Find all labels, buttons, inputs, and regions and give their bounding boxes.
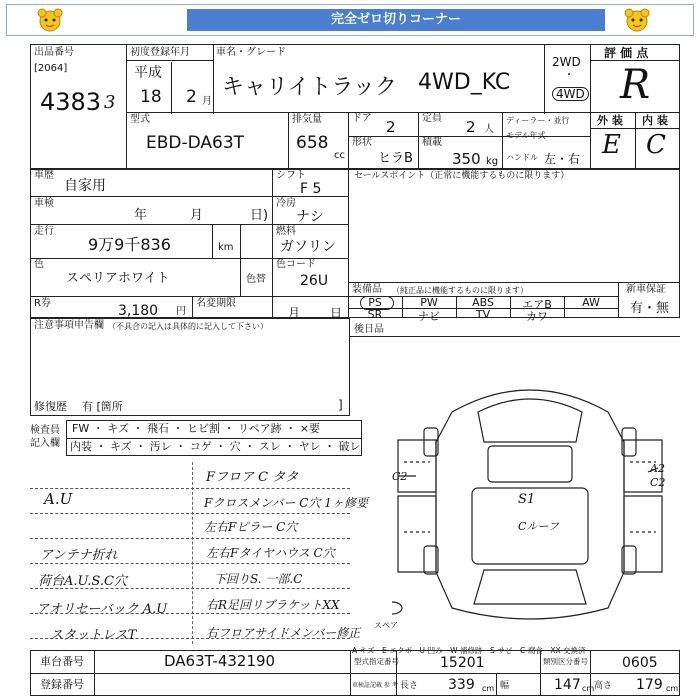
class-no-label: 類別区分番号 — [543, 657, 588, 666]
tax-month: 月 — [288, 306, 301, 320]
first-reg-year: 18 — [140, 87, 162, 107]
equip-airbag: エアB — [522, 298, 552, 311]
color-code: 26U — [300, 273, 329, 289]
chassis-label: 車台番号 — [40, 655, 84, 668]
history-value: 自家用 — [64, 178, 106, 194]
page-title: 完全ゼロ切りコーナー — [330, 12, 461, 27]
hw-right-6: 右R足回リブラケットXX — [206, 598, 340, 612]
mark-c-bed: Cルーフ — [518, 520, 559, 533]
equip-sr: SR — [367, 308, 383, 321]
equip-leather: カワ — [526, 310, 548, 323]
model-value: EBD-DA63T — [146, 133, 245, 153]
color-label: 色 — [34, 259, 44, 270]
inspection-day: 日) — [250, 208, 269, 223]
handle-label: ハンドル — [506, 153, 538, 162]
color-code-label: 色コード — [276, 259, 316, 270]
spare-label: スペア — [374, 621, 398, 630]
equipment-label: 装備品 — [352, 284, 382, 295]
shift-label: シフト — [276, 170, 306, 181]
mark-a2: A2 — [650, 462, 665, 475]
hw-left-2: アンテナ折れ — [40, 548, 118, 563]
repair-close: ] — [338, 398, 343, 412]
equip-abs: ABS — [472, 296, 494, 309]
ref-label: 車検証記載 参 考 — [352, 682, 398, 689]
hw-right-7: 右フロアサイドメンバー修正 — [206, 626, 361, 640]
hw-right-2: Fクロスメンバー C穴 1ヶ修要 — [204, 496, 368, 510]
width-label: 幅 — [500, 681, 510, 691]
lot-sub: [2064] — [34, 63, 68, 74]
shape-value: ヒラB — [378, 151, 413, 166]
length-value: 339 — [448, 677, 475, 693]
car-name: キャリイトラック — [222, 75, 397, 100]
hw-left-1: A.U — [44, 490, 73, 508]
hw-right-4: 左右Fタイヤハウス C穴 — [206, 546, 335, 560]
damage-legend: A-キズ E-エクボ U-凹み W-補修跡 S-サビ C-腐食 XX-交換済 — [352, 646, 586, 655]
sales-point-label: セールスポイント（正常に機能するものに限ります） — [354, 171, 570, 181]
repair-label: 修復歴 — [34, 400, 67, 413]
history-label: 車歴 — [34, 170, 54, 181]
repair-value: 有 [箇所 — [82, 400, 123, 413]
car-diagram — [374, 372, 668, 630]
shift-value: F 5 — [300, 181, 322, 197]
hw-left-3: 荷台A.U.S.C穴 — [38, 574, 127, 589]
hw-right-5: 下回りS. 一部.C — [214, 572, 303, 586]
model-label: 型式 — [130, 114, 150, 125]
first-reg-month-unit: 月 — [202, 96, 212, 107]
reg-label: 登録番号 — [40, 678, 84, 691]
equip-tv: TV — [475, 308, 491, 321]
warranty-label: 新車保証 — [626, 284, 666, 295]
mark-c2-right: C2 — [650, 476, 666, 489]
tax-day: 日 — [330, 306, 343, 320]
first-reg-era: 平成 — [134, 65, 162, 81]
displacement-unit: cc — [334, 150, 345, 161]
score-label: 評 価 点 — [604, 46, 649, 60]
equip-aw: AW — [582, 296, 600, 309]
equip-ps: PS — [368, 296, 382, 309]
handle-value: 左・右 — [544, 152, 581, 166]
width-value: 147 — [554, 677, 581, 693]
fuel-label: 燃料 — [276, 226, 296, 237]
model-year-label: モデル年式 — [506, 131, 546, 140]
displacement-label: 排気量 — [292, 114, 322, 125]
width-unit: cm — [582, 684, 595, 693]
score-ext-value: E — [602, 130, 621, 160]
drive-sep: ・ — [564, 70, 574, 81]
equip-pw: PW — [420, 296, 438, 309]
capacity-unit: 人 — [484, 124, 494, 135]
lot-label: 出品番号 — [34, 47, 74, 58]
tax-label: 名変期限 — [196, 298, 236, 309]
height-value: 179 — [636, 677, 663, 693]
load-label: 積載 — [422, 137, 442, 148]
ac-value: ナシ — [296, 209, 324, 225]
after-install-label: 後日品 — [354, 324, 384, 335]
first-reg-month: 2 — [186, 87, 197, 107]
ac-label: 冷房 — [276, 198, 296, 209]
score-int-label: 内 装 — [642, 114, 668, 127]
recycle-value: 3,180 — [118, 303, 159, 319]
height-unit: cm — [666, 684, 679, 693]
recycle-label: R券 — [34, 298, 51, 309]
title-banner — [187, 9, 605, 31]
chassis-value: DA63T-432190 — [164, 652, 276, 670]
displacement-value: 658 — [296, 133, 329, 153]
car-name-label: 車名・グレード — [216, 47, 286, 58]
inspector-label-2: 記入欄 — [30, 438, 60, 449]
notes-label: 注意事項申告欄 — [34, 320, 104, 331]
type-no-label: 型式指定番号 — [354, 657, 399, 666]
equip-navi: ナビ — [418, 310, 440, 323]
lot-mark: 3 — [104, 92, 116, 113]
hw-right-1: Fフロア C タタ — [206, 470, 299, 485]
fuel-value: ガソリン — [280, 239, 336, 255]
dealer-label: ディーラー・並行 — [506, 116, 570, 125]
mark-s1: S1 — [518, 492, 536, 507]
lot-number: 4383 — [40, 88, 102, 116]
mark-c2-left: C2 — [392, 470, 408, 483]
capacity-value: 2 — [466, 118, 476, 136]
drive-4wd: 4WD — [552, 87, 589, 101]
score-ext-label: 外 装 — [597, 114, 623, 127]
inspection-month: 月 — [190, 208, 204, 223]
hw-right-3: 左右Fピラー C穴 — [204, 520, 298, 534]
hw-left-5: スタットレスT — [50, 628, 137, 643]
color-change-label: 色替 — [246, 274, 266, 285]
mileage-label: 走行 — [34, 226, 54, 237]
drive-2wd: 2WD — [552, 55, 581, 69]
length-label: 長さ — [400, 681, 419, 691]
length-unit: cm — [482, 684, 495, 693]
height-label: 高さ — [594, 681, 613, 691]
mascot-right-icon — [622, 7, 652, 33]
inspector-row-2: 内装 ・ キズ ・ 汚レ ・ コゲ ・ 穴 ・ スレ ・ ヤレ ・ 破レ — [70, 440, 361, 453]
main-frame — [30, 44, 680, 170]
hw-left-4: アオリセーバック A.U — [36, 602, 168, 617]
warranty-value: 有・無 — [630, 301, 670, 316]
inspection-label: 車検 — [34, 198, 54, 209]
color-value: スペリアホワイト — [66, 271, 170, 286]
mileage-value: 9万9千836 — [88, 235, 171, 254]
type-no-value: 15201 — [440, 655, 485, 671]
load-value: 350 — [452, 150, 481, 168]
capacity-label: 定員 — [422, 113, 442, 124]
score-value: R — [620, 62, 651, 108]
class-no-value: 0605 — [622, 655, 658, 671]
score-int-value: C — [646, 130, 666, 160]
load-unit: kg — [486, 156, 499, 167]
car-grade: 4WD_KC — [418, 70, 511, 95]
inspector-row-1: FW ・ キズ ・ 飛石 ・ ヒビ割 ・ リペア跡 ・ ×要 — [72, 422, 320, 435]
inspection-year: 年 — [134, 208, 148, 223]
first-reg-label: 初度登録年月 — [130, 47, 190, 58]
recycle-unit: 円 — [176, 306, 186, 317]
notes-sub: （不具合の記入は具体的に記入して下さい） — [108, 322, 268, 331]
mascot-left-icon — [35, 7, 65, 33]
equipment-note: （純正品に機能するものに限ります） — [392, 286, 528, 295]
mileage-unit: km — [218, 242, 234, 253]
shape-label: 形状 — [352, 137, 372, 148]
header-banner — [6, 4, 694, 36]
doors-label: ドア — [352, 113, 372, 124]
doors-value: 2 — [386, 118, 396, 136]
inspector-label-1: 検査員 — [30, 425, 60, 436]
